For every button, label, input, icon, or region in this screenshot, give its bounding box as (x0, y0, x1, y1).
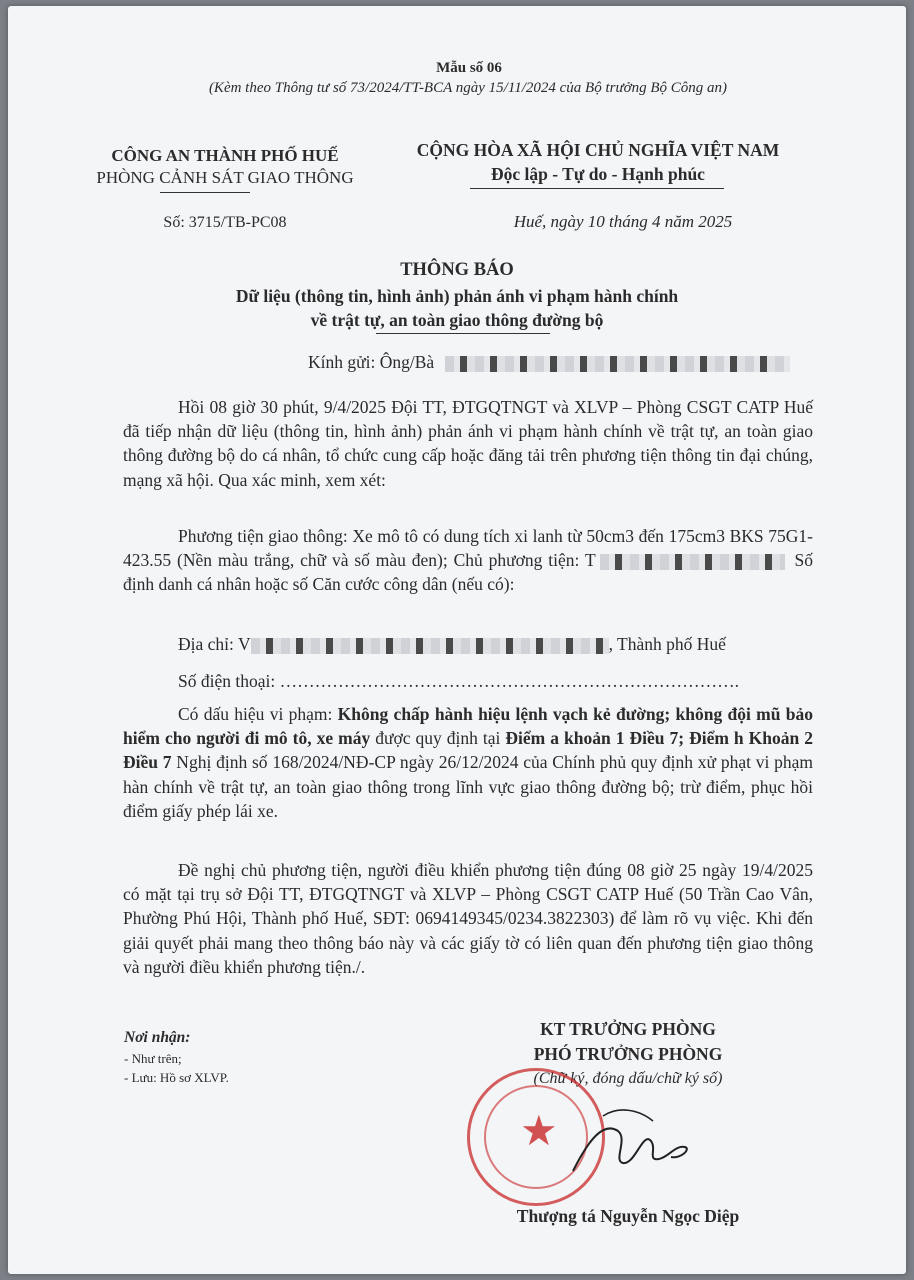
nation-underline (470, 188, 724, 189)
violation-clause: Điểm a khoản 1 Điều 7; Điểm h Khoản 2 Điều 7 (123, 728, 813, 773)
violation-text: Không chấp hành hiệu lệnh vạch kẻ đường; không đội mũ bảo hiểm cho người đi mô tô, xe máy (123, 704, 813, 749)
paragraph-1: Hồi 08 giờ 30 phút, 9/4/2025 Đội TT, ĐTGQTNGT và XLVP – Phòng CSGT CATP Huế đã tiếp nhận dữ liệu (thông tin, hình ảnh) phản ánh vi phạm hành chính về trật tự, an toàn giao thông đường bộ do cá nhân, tổ chức cung cấp hoặc đăng tải trên phương tiện thông tin đại chúng, mạng xã hội. Qua xác minh, xem xét: (123, 397, 813, 490)
vehicle-text: Phương tiện giao thông: Xe mô tô có dung tích xi lanh từ 50cm3 đến 175cm3 BKS 75G1-423.55 (Nền màu trắng, chữ và số màu đen); Chủ phương tiện: T (123, 526, 813, 571)
recipients-item-2: - Lưu: Hồ sơ XLVP. (124, 1070, 229, 1085)
phone-line: Số điện thoại: ……………………………………………………………………. (178, 671, 739, 691)
nation-line2: Độc lập - Tự do - Hạnh phúc (491, 164, 705, 184)
recipients-item-1: - Như trên; (124, 1051, 182, 1066)
recipients-heading: Nơi nhận: (124, 1029, 191, 1046)
nation-line1: CỘNG HÒA XÃ HỘI CHỦ NGHĨA VIỆT NAM (416, 140, 780, 160)
paragraph-violation: Có dấu hiệu vi phạm: Không chấp hành hiệu lệnh vạch kẻ đường; không đội mũ bảo hiểm cho người đi mô tô, xe máy được quy định tại Điểm a khoản 1 Điều 7; Điểm h Khoản 2 Điều 7 Nghị định số 168/2024/NĐ-CP ngày 26/12/2024 của Chính phủ quy định xử phạt vi phạm hàn chính về trật tự, an toàn giao thông trong lĩnh vực giao thông đường bộ; trừ điểm, phục hồi điểm giấy phép lái xe. (123, 704, 813, 821)
address-city: , Thành phố Huế (608, 634, 726, 654)
address-line (123, 632, 813, 656)
paragraph-request: Đề nghị chủ phương tiện, người điều khiển phương tiện đúng 08 giờ 25 ngày 19/4/2025 có mặt tại trụ sở Đội TT, ĐTGQTNGT và XLVP – Phòng CSGT CATP Huế (50 Trần Cao Vân, Phường Phú Hội, Thành phố Huế, SĐT: 0694149345/0234.3822303) để làm rõ vụ việc. Khi đến giải quyết phải mang theo thông báo này và các giấy tờ có liên quan đến phương tiện giao thông và người điều khiển phương tiện./. (123, 860, 813, 977)
document-subtitle-2: về trật tự, an toàn giao thông đường bộ (310, 310, 604, 330)
signature-title-2: PHÓ TRƯỞNG PHÒNG (533, 1044, 723, 1064)
recipient-line (308, 352, 790, 373)
signature-note: (Chữ ký, đóng dấu/chữ ký số) (533, 1070, 723, 1087)
agency-line1: CÔNG AN THÀNH PHỐ HUẾ (111, 146, 339, 165)
vehicle-id-text: Số định danh cá nhân hoặc số Căn cước công dân (nếu có): (123, 550, 814, 595)
agency-line2: PHÒNG CẢNH SÁT GIAO THÔNG (96, 168, 354, 187)
redacted-owner (600, 554, 785, 570)
document-date: Huế, ngày 10 tháng 4 năm 2025 (513, 212, 733, 231)
form-number: Mẫu số 06 (436, 60, 502, 76)
redacted-address (251, 638, 609, 654)
form-reference: (Kèm theo Thông tư số 73/2024/TT-BCA ngày 15/11/2024 của Bộ trưởng Bộ Công an) (208, 80, 728, 96)
document-number: Số: 3715/TB-PC08 (163, 214, 287, 231)
signature-title-1: KT TRƯỞNG PHÒNG (540, 1019, 716, 1039)
document-subtitle-1: Dữ liệu (thông tin, hình ảnh) phản ánh vi phạm hành chính (235, 286, 679, 306)
address-label: Địa chỉ: V (178, 634, 251, 654)
signer-name: Thượng tá Nguyễn Ngọc Diệp (516, 1206, 740, 1226)
paragraph-vehicle (123, 524, 813, 597)
handwritten-signature (563, 1101, 703, 1191)
subtitle-underline (376, 333, 550, 334)
document-page (8, 6, 906, 1274)
recipient-label: Kính gửi: Ông/Bà (308, 352, 435, 372)
agency-underline (160, 192, 250, 193)
document-title: THÔNG BÁO (400, 260, 514, 280)
redacted-name (445, 356, 790, 372)
seal-star-icon: ★ (520, 1109, 558, 1155)
